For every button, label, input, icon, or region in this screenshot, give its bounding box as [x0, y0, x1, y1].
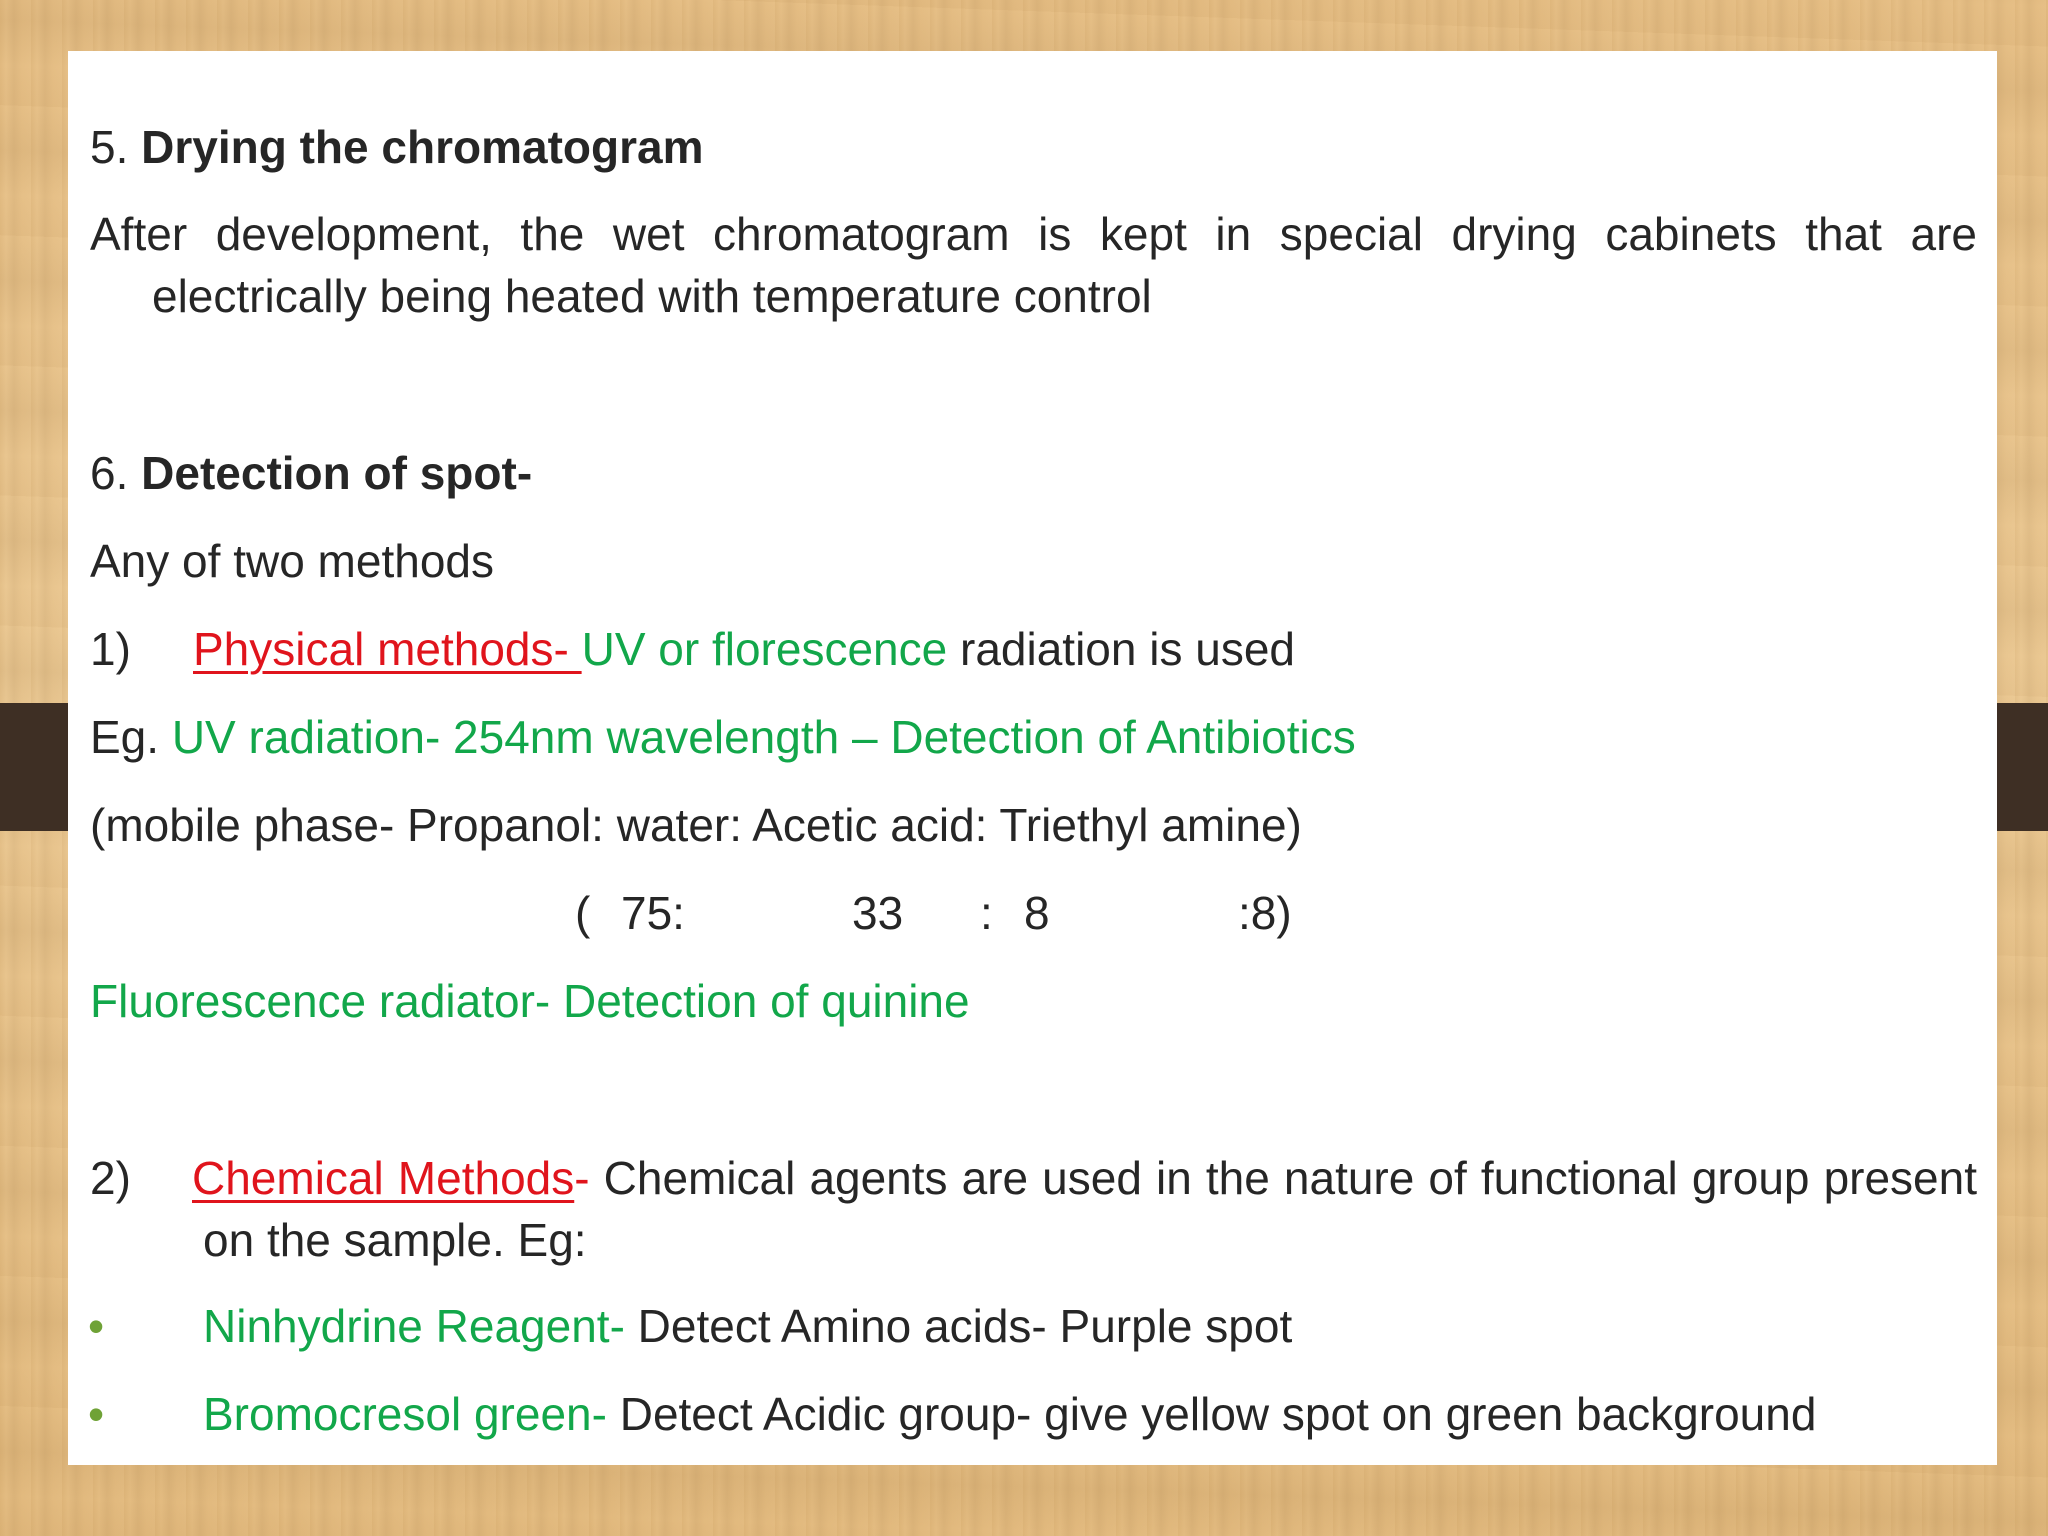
section5-heading: 5. Drying the chromatogram — [90, 121, 704, 173]
bullet-symbol: • — [88, 1388, 105, 1440]
ratio-propanol: 75: — [621, 887, 685, 939]
chemical-rest: Chemical agents are used in the nature of functional group present on the sample. Eg: — [203, 1152, 1977, 1266]
section5-body: After development, the wet chromatogram is kept in special drying cabinets that are electrically being heated with temperature control — [90, 208, 1977, 322]
bullet-symbol: • — [88, 1300, 105, 1352]
decorative-band-left — [0, 703, 72, 831]
physical-rest: radiation is used — [947, 623, 1295, 675]
decorative-band-right — [1996, 703, 2048, 831]
example-line: Eg. UV radiation- 254nm wavelength – Detection of Antibiotics — [90, 711, 1356, 763]
ratio-water: 33 — [852, 887, 904, 939]
section6-heading: 6. Detection of spot- — [90, 447, 533, 499]
ratio-line — [68, 882, 1997, 944]
ratio-open: ( — [575, 887, 591, 939]
fluorescence-line: Fluorescence radiator- Detection of quinine — [90, 975, 970, 1027]
physical-methods-item — [90, 618, 1295, 680]
ratio-colon: : — [980, 887, 993, 939]
chemical-dash: - — [574, 1152, 590, 1204]
section6-intro: Any of two methods — [90, 535, 494, 587]
physical-methods-label: Physical methods- — [193, 623, 582, 675]
bullet-item-ninhydrine: Ninhydrine Reagent- Detect Amino acids- Purple spot — [203, 1300, 1293, 1352]
chemical-methods-label: Chemical Methods — [192, 1152, 575, 1204]
ratio-acetic: 8 — [1024, 887, 1050, 939]
ratio-triethyl: :8) — [1238, 887, 1292, 939]
chemical-methods-item — [90, 1147, 1977, 1271]
bullet-item-bromocresol: Bromocresol green- Detect Acidic group- give yellow spot on green background — [203, 1388, 1817, 1440]
slide-content — [68, 51, 1997, 1465]
mobile-phase-line: (mobile phase- Propanol: water: Acetic acid: Triethyl amine) — [90, 799, 1302, 851]
physical-green-text: UV or florescence — [581, 623, 948, 675]
physical-marker: 1) — [90, 623, 131, 675]
chemical-marker: 2) — [90, 1152, 131, 1204]
